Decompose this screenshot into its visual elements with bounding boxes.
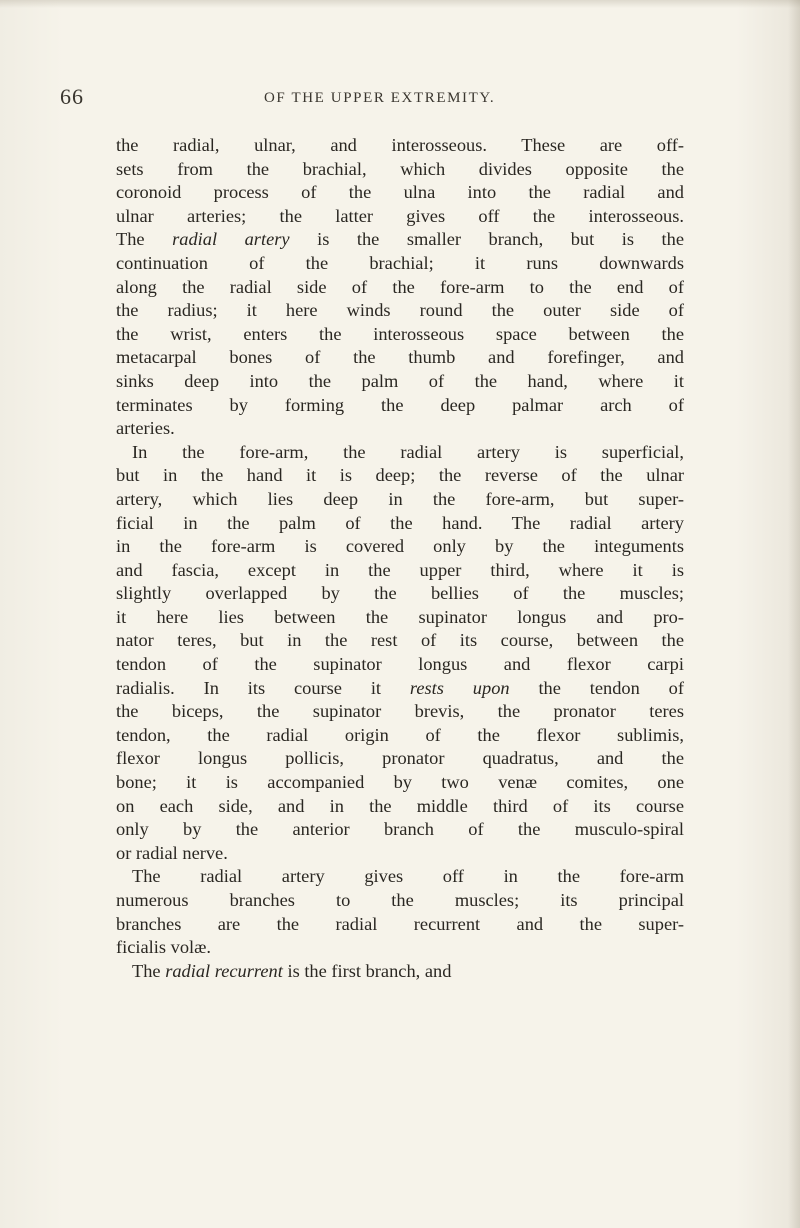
text-line: continuation of the brachial; it runs downwards xyxy=(116,252,684,273)
page-edge-shadow xyxy=(788,0,800,1228)
text-line: the biceps, the supinator brevis, the pronator teres xyxy=(116,701,684,722)
text-line: slightly overlapped by the bellies of the muscles; xyxy=(116,583,684,604)
text-line: sets from the brachial, which divides opposite the xyxy=(116,158,684,179)
text-line: it here lies between the supinator longus and pro- xyxy=(116,606,684,627)
body-text xyxy=(116,134,684,983)
text-line: arteries. xyxy=(116,418,175,439)
italic-term: radial recurrent xyxy=(165,960,283,981)
text-line: ficial in the palm of the hand. The radial artery xyxy=(116,512,684,533)
text-line: the wrist, enters the interosseous space between the xyxy=(116,323,684,344)
text-line: in the fore-arm is covered only by the integuments xyxy=(116,536,684,557)
text-line: nator teres, but in the rest of its course, between the xyxy=(116,630,684,651)
text-line: tendon of the supinator longus and flexor carpi xyxy=(116,654,684,675)
text-line: The radial recurrent is the first branch, and xyxy=(132,960,452,981)
text-line: metacarpal bones of the thumb and forefinger, and xyxy=(116,347,684,368)
text-line: The radial artery gives off in the fore-arm xyxy=(132,866,684,887)
page-header xyxy=(60,84,700,112)
text-line: coronoid process of the ulna into the radial and xyxy=(116,182,684,203)
text-line: terminates by forming the deep palmar arch of xyxy=(116,394,684,415)
text-line: bone; it is accompanied by two venæ comites, one xyxy=(116,772,684,793)
text-line: numerous branches to the muscles; its principal xyxy=(116,890,684,910)
text-line: The radial artery is the smaller branch, but is the xyxy=(116,229,684,250)
page-top-shadow xyxy=(0,0,800,8)
text-line: ulnar arteries; the latter gives off the interosseous. xyxy=(116,205,684,226)
page-number: 66 xyxy=(60,84,84,109)
italic-term: radial artery xyxy=(172,229,290,250)
text-line: and fascia, except in the upper third, where it is xyxy=(116,559,684,580)
text-line: the radius; it here winds round the outer side of xyxy=(116,300,684,321)
text-line: ficialis volæ. xyxy=(116,937,212,958)
text-line: radialis. In its course it rests upon the tendon of xyxy=(116,677,684,698)
text-line: artery, which lies deep in the fore-arm, but super- xyxy=(116,488,684,509)
text-line: only by the anterior branch of the musculo-spiral xyxy=(116,819,684,840)
text-line: along the radial side of the fore-arm to the end of xyxy=(116,276,684,297)
text-line: flexor longus pollicis, pronator quadratus, and the xyxy=(116,748,684,769)
text-line: or radial nerve. xyxy=(116,842,228,863)
text-line: the radial, ulnar, and interosseous. These are off- xyxy=(116,135,684,155)
text-line: branches are the radial recurrent and the super- xyxy=(116,913,684,934)
text-line: In the fore-arm, the radial artery is superficial, xyxy=(132,441,684,462)
text-line: but in the hand it is deep; the reverse of the ulnar xyxy=(116,465,684,486)
running-head: OF THE UPPER EXTREMITY. xyxy=(264,90,496,106)
text-line: tendon, the radial origin of the flexor sublimis, xyxy=(116,724,684,745)
text-line: sinks deep into the palm of the hand, where it xyxy=(116,370,684,391)
italic-term: rests upon xyxy=(409,677,510,698)
text-line: on each side, and in the middle third of its course xyxy=(116,795,684,816)
